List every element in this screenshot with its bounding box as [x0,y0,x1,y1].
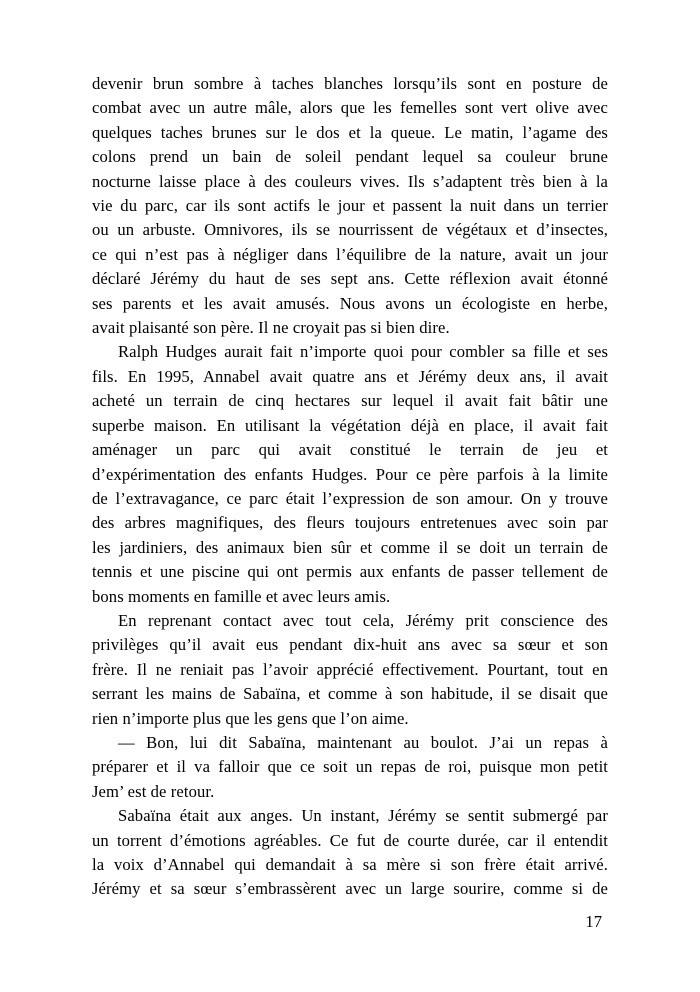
text-line: — Bon, lui dit Sabaïna, maintenant au boulot. J’ai un repas à [118,732,608,752]
paragraph [92,72,608,340]
text-line: préparer et il va falloir que ce soit un repas de roi, puisque mon petit [92,757,608,777]
text-line: ce qui n’est pas à négliger dans l’équilibre de la nature, avait un jour [92,244,608,264]
paragraph [92,340,608,608]
text-line: vie du parc, car ils sont actifs le jour et passent la nuit dans un terrier [92,196,608,216]
text-line: privilèges qu’il avait eus pendant dix-huit ans avec sa sœur et son [92,635,608,655]
paragraph [92,731,608,804]
text-line: bons moments en famille et avec leurs amis. [92,586,391,606]
text-line: les jardiniers, des animaux bien sûr et comme il se doit un terrain de [92,537,608,557]
text-line: nocturne laisse place à des couleurs vives. Ils s’adaptent très bien à la [92,171,608,191]
text-line: acheté un terrain de cinq hectares sur lequel il avait fait bâtir une [92,391,608,411]
text-line: la voix d’Annabel qui demandait à sa mère si son frère était arrivé. [92,855,608,874]
text-line: fils. En 1995, Annabel avait quatre ans et Jérémy deux ans, il avait [92,366,608,386]
text-line: En reprenant contact avec tout cela, Jérémy prit conscience des [118,610,608,630]
text-line: serrant les mains de Sabaïna, et comme à son habitude, il se disait que [92,684,608,704]
text-line: tennis et une piscine qui ont permis aux enfants de passer tellement de [92,562,608,582]
text-line: devenir brun sombre à taches blanches lorsqu’ils sont en posture de [92,74,608,93]
text-line: Jérémy et sa sœur s’embrassèrent avec un large sourire, comme si de [92,879,608,899]
text-line: superbe maison. En utilisant la végétation déjà en place, il avait fait [92,415,608,435]
text-line: quelques taches brunes sur le dos et la queue. Le matin, l’agame des [92,122,608,142]
text-line: ses parents et les avait amusés. Nous avons un écologiste en herbe, [92,293,608,313]
text-line: Jem’ est de retour. [92,781,215,801]
text-line: ou un arbuste. Omnivores, ils se nourrissent de végétaux et d’insectes, [92,220,608,240]
text-line: frère. Il ne reniait pas l’avoir apprécié effectivement. Pourtant, tout en [92,659,608,679]
text-line: avait plaisanté son père. Il ne croyait pas si bien dire. [92,318,450,338]
text-line: Ralph Hudges aurait fait n’importe quoi pour combler sa fille et ses [118,342,608,362]
text-line: Sabaïna était aux anges. Un instant, Jérémy se sentit submergé par [118,806,608,826]
text-line: des arbres magnifiques, des fleurs toujours entretenues avec soin par [92,513,608,533]
text-line: rien n’importe plus que les gens que l’on aime. [92,708,409,728]
page-number: 17 [585,912,602,931]
text-line: combat avec un autre mâle, alors que les femelles sont vert olive avec [92,98,608,118]
text-line: d’expérimentation des enfants Hudges. Pour ce père parfois à la limite [92,464,608,484]
text-line: colons prend un bain de soleil pendant lequel sa couleur brune [92,147,608,167]
text-line: de l’extravagance, ce parc était l’expression de son amour. On y trouve [92,488,608,508]
text-line: un torrent d’émotions agréables. Ce fut de courte durée, car il entendit [92,830,608,850]
text-line: déclaré Jérémy du haut de ses sept ans. Cette réflexion avait étonné [92,269,608,289]
paragraph [92,804,608,902]
paragraph [92,609,608,731]
page-text [92,72,608,902]
text-line: aménager un parc qui avait constitué le terrain de jeu et [92,440,608,460]
